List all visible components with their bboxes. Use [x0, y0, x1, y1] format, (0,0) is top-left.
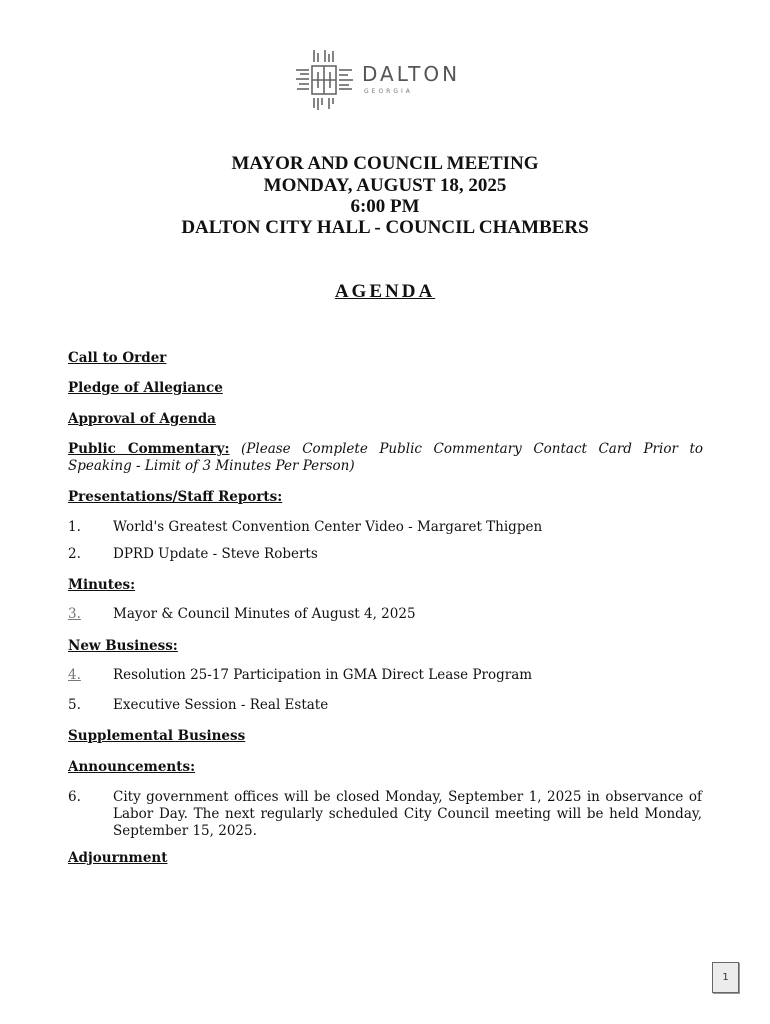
section-pledge: Pledge of Allegiance [68, 380, 223, 396]
item-number: 5. [68, 697, 81, 713]
section-supplemental-business: Supplemental Business [68, 728, 246, 744]
item-text: DPRD Update - Steve Roberts [113, 546, 318, 562]
meeting-time: 6:00 PM [350, 196, 420, 217]
public-commentary-label: Public Commentary: [68, 441, 230, 457]
meeting-date: MONDAY, AUGUST 18, 2025 [263, 175, 507, 196]
section-minutes: Minutes: [68, 577, 136, 593]
section-approval-of-agenda: Approval of Agenda [68, 411, 216, 427]
dalton-emblem-icon [294, 48, 356, 112]
section-public-commentary [68, 441, 703, 475]
item-text: Mayor & Council Minutes of August 4, 2025 [113, 606, 416, 622]
item-text: City government offices will be closed Monday, September 1, 2025 in observance of Labor Day. The next regularly scheduled City Council meeting will be held Monday, September 15, 2025. [113, 789, 702, 839]
item-number: 1. [68, 519, 81, 535]
logo-subtitle: GEORGIA [364, 88, 413, 95]
public-commentary-note: (Please Complete Public Commentary Contact Card Prior to Speaking - Limit of 3 Minutes Per Person) [68, 441, 704, 474]
section-announcements: Announcements: [68, 759, 196, 775]
item-text: World's Greatest Convention Center Video - Margaret Thigpen [113, 519, 543, 535]
meeting-location: DALTON CITY HALL - COUNCIL CHAMBERS [181, 217, 589, 238]
page-number: 1 [712, 962, 739, 993]
item-number-link[interactable]: 3. [68, 606, 81, 622]
dalton-logo [294, 48, 484, 112]
item-text: Resolution 25-17 Participation in GMA Direct Lease Program [113, 667, 533, 683]
item-number-link[interactable]: 4. [68, 667, 81, 683]
item-number: 6. [68, 789, 81, 805]
agenda-title: AGENDA [334, 281, 436, 302]
item-text: Executive Session - Real Estate [113, 697, 329, 713]
logo-wordmark: DALTON [362, 62, 461, 86]
section-call-to-order: Call to Order [68, 350, 167, 366]
section-presentations: Presentations/Staff Reports: [68, 489, 283, 505]
section-new-business: New Business: [68, 638, 178, 654]
meeting-title: MAYOR AND COUNCIL MEETING [231, 153, 539, 174]
section-adjournment: Adjournment [68, 850, 168, 866]
item-number: 2. [68, 546, 81, 562]
